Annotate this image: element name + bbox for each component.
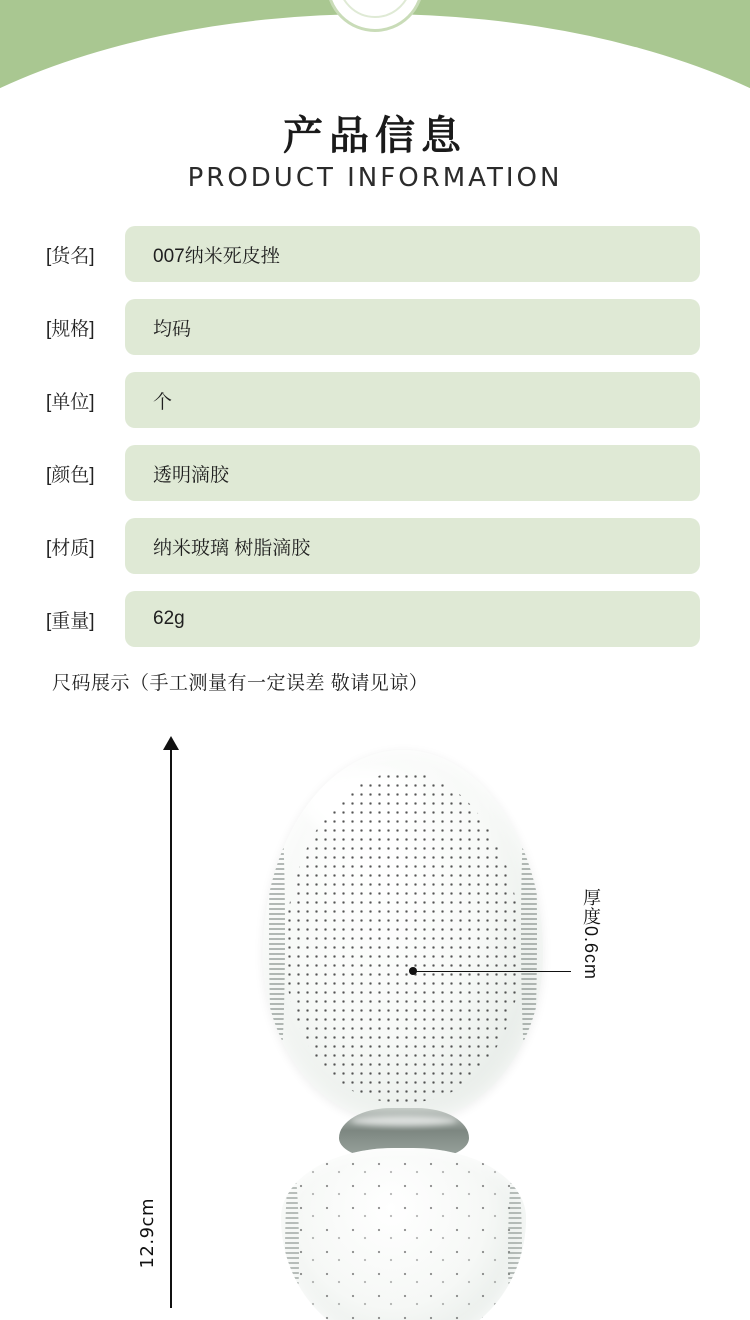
product-head-left-rim bbox=[269, 778, 285, 1088]
height-measure-label: 12.9cm bbox=[137, 1198, 158, 1269]
page-subtitle: PRODUCT INFORMATION bbox=[187, 163, 563, 193]
product-head-texture bbox=[285, 772, 521, 1102]
spec-label: [货名] bbox=[46, 245, 95, 267]
spec-label: [材质] bbox=[46, 537, 95, 559]
product-handle-texture bbox=[295, 1158, 512, 1320]
spec-label: [颜色] bbox=[46, 464, 95, 486]
spec-table bbox=[0, 226, 750, 664]
spec-value: 007纳米死皮挫 bbox=[125, 226, 700, 282]
spec-value: 透明滴胶 bbox=[125, 445, 700, 501]
product-head-right-rim bbox=[521, 778, 537, 1088]
spec-value: 个 bbox=[125, 372, 700, 428]
spec-label: [规格] bbox=[46, 318, 95, 340]
table-row bbox=[0, 445, 750, 501]
table-row bbox=[0, 299, 750, 355]
product-image bbox=[243, 750, 563, 1320]
spec-label: [重量] bbox=[46, 610, 95, 632]
thickness-measure-label: 厚度0.6cm bbox=[581, 888, 601, 981]
product-handle-right-rim bbox=[508, 1162, 522, 1320]
product-handle bbox=[281, 1148, 526, 1320]
product-head bbox=[263, 750, 543, 1120]
table-row bbox=[0, 372, 750, 428]
height-measure-arrow-icon bbox=[170, 748, 172, 1308]
spec-value: 62g bbox=[125, 591, 700, 647]
table-row bbox=[0, 226, 750, 282]
product-size-figure bbox=[0, 726, 750, 1320]
table-row bbox=[0, 591, 750, 647]
thickness-leader-line bbox=[413, 971, 571, 972]
size-measurement-note: 尺码展示（手工测量有一定误差 敬请见谅） bbox=[52, 673, 429, 694]
table-row bbox=[0, 518, 750, 574]
product-neck-highlight bbox=[351, 1116, 457, 1126]
spec-value: 均码 bbox=[125, 299, 700, 355]
page-title: 产品信息 bbox=[283, 114, 467, 158]
spec-label: [单位] bbox=[46, 391, 95, 413]
spec-value: 纳米玻璃 树脂滴胶 bbox=[125, 518, 700, 574]
